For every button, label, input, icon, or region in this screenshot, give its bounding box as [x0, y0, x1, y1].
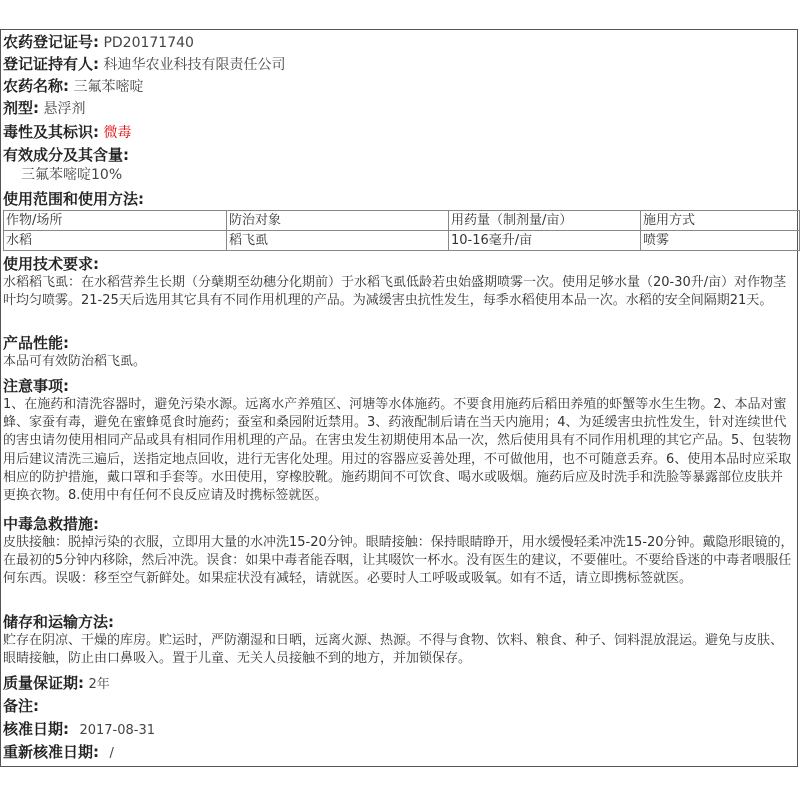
toxicity-row [3, 120, 795, 145]
usage-col-method-header: 施用方式 [641, 211, 800, 231]
remarks-row [3, 694, 795, 719]
ingredients-value-row [3, 163, 795, 187]
table-row [4, 231, 800, 251]
usage-col-crop-header: 作物/场所 [4, 211, 227, 231]
technical-heading: 使用技术要求: [3, 255, 99, 273]
first-aid-text: 皮肤接触：脱掉污染的衣服，立即用大量的水冲洗15-20分钟。眼睛接触：保持眼睛睁开，用水缓慢轻柔冲洗15-20分钟。戴隐形眼镜的，在最初的5分钟内移除，然后冲洗。误食：如果中毒者能吞咽，让其啜饮一杯水。没有医生的建议，不要催吐。不要给昏迷的中毒者喂服任何东西。误吸：移至空气新鲜处。如果症状没有减轻，请就医。必要时人工呼吸或吸氧。如有不适，请立即携标签就医。 [3, 535, 794, 586]
storage-heading: 储存和运输方法: [3, 613, 114, 631]
formulation-value: 悬浮剂 [43, 101, 86, 117]
usage-col-dosage-header: 用药量（制剂量/亩） [449, 211, 641, 231]
holder-label: 登记证持有人: [3, 55, 99, 73]
pesticide-name-value: 三氟苯嘧啶 [73, 79, 144, 95]
warranty-value: 2年 [88, 677, 110, 692]
registration-no-value: PD20171740 [103, 35, 194, 51]
technical-text: 水稻稻飞虱：在水稻营养生长期（分蘖期至幼穗分化期前）于水稻飞虱低龄若虫始盛期喷雾一次。使用足够水量（20-30升/亩）对作物茎叶均匀喷雾。21-25天后选用其它具有不同作用机理的产品。为减缓害虫抗性发生，每季水稻使用本品一次。水稻的安全间隔期21天。 [3, 275, 787, 308]
warranty-label: 质量保证期: [3, 674, 84, 692]
formulation-row [3, 96, 795, 121]
approval-date-label: 核准日期: [3, 720, 69, 738]
performance-heading: 产品性能: [3, 334, 69, 352]
usage-cell-dosage: 10-16毫升/亩 [449, 231, 641, 251]
precautions-heading: 注意事项: [3, 377, 69, 395]
usage-cell-crop: 水稻 [4, 231, 227, 251]
performance-text: 本品可有效防治稻飞虱。 [3, 354, 147, 369]
approval-date-value: 2017-08-31 [79, 723, 156, 738]
usage-cell-method: 喷雾 [641, 231, 800, 251]
reapproval-date-label: 重新核准日期: [3, 743, 99, 761]
reapproval-date-value: / [109, 746, 114, 761]
pesticide-name-label: 农药名称: [3, 77, 69, 95]
remarks-label: 备注: [3, 697, 39, 715]
usage-heading: 使用范围和使用方法: [3, 190, 144, 208]
registration-no-label: 农药登记证号: [3, 33, 99, 51]
toxicity-value: 微毒 [103, 125, 132, 141]
ingredients-label: 有效成分及其含量: [3, 146, 129, 164]
usage-table [3, 210, 800, 251]
toxicity-label: 毒性及其标识: [3, 123, 99, 141]
precautions-text: 1、在施药和清洗容器时，避免污染水源。远离水产养殖区、河塘等水体施药。不要食用施药后稻田养殖的虾蟹等水生生物。2、本品对蜜蜂、家蚕有毒，避免在蜜蜂觅食时施药；蚕室和桑园附近禁用。3、药液配制后请在当天内施用；4、为延缓害虫抗性发生，针对连续世代的害虫请勿使用相同产品或具有相同作用机理的产品。在害虫发生初期使用本品一次，然后使用具有不同作用机理的其它产品。5、包装物用后建议清洗三遍后，送指定地点回收，进行无害化处理。用过的容器应妥善处理，不可做他用，也不可随意丢弃。6、使用本品时应采取相应的防护措施，戴口罩和手套等。水田使用，穿橡胶靴。施药期间不可饮食、喝水或吸烟。施药后应及时洗手和洗脸等暴露部位皮肤并更换衣物。8.使用中有任何不良反应请及时携标签就医。 [3, 397, 792, 504]
first-aid-heading: 中毒急救措施: [3, 515, 99, 533]
label-document [0, 29, 798, 767]
usage-table-header-row [4, 211, 800, 231]
reapproval-date-row [3, 740, 795, 766]
formulation-label: 剂型: [3, 99, 39, 117]
ingredients-value: 三氟苯嘧啶10% [21, 167, 123, 183]
holder-value: 科迪华农业科技有限责任公司 [103, 57, 286, 73]
usage-cell-target: 稻飞虱 [227, 231, 449, 251]
storage-text: 贮存在阴凉、干燥的库房。贮运时，严防潮湿和日晒，远离火源、热源。不得与食物、饮料、粮食、种子、饲料混放混运。避免与皮肤、眼睛接触，防止由口鼻吸入。置于儿童、无关人员接触不到的地方，并加锁保存。 [3, 633, 784, 666]
usage-col-target-header: 防治对象 [227, 211, 449, 231]
